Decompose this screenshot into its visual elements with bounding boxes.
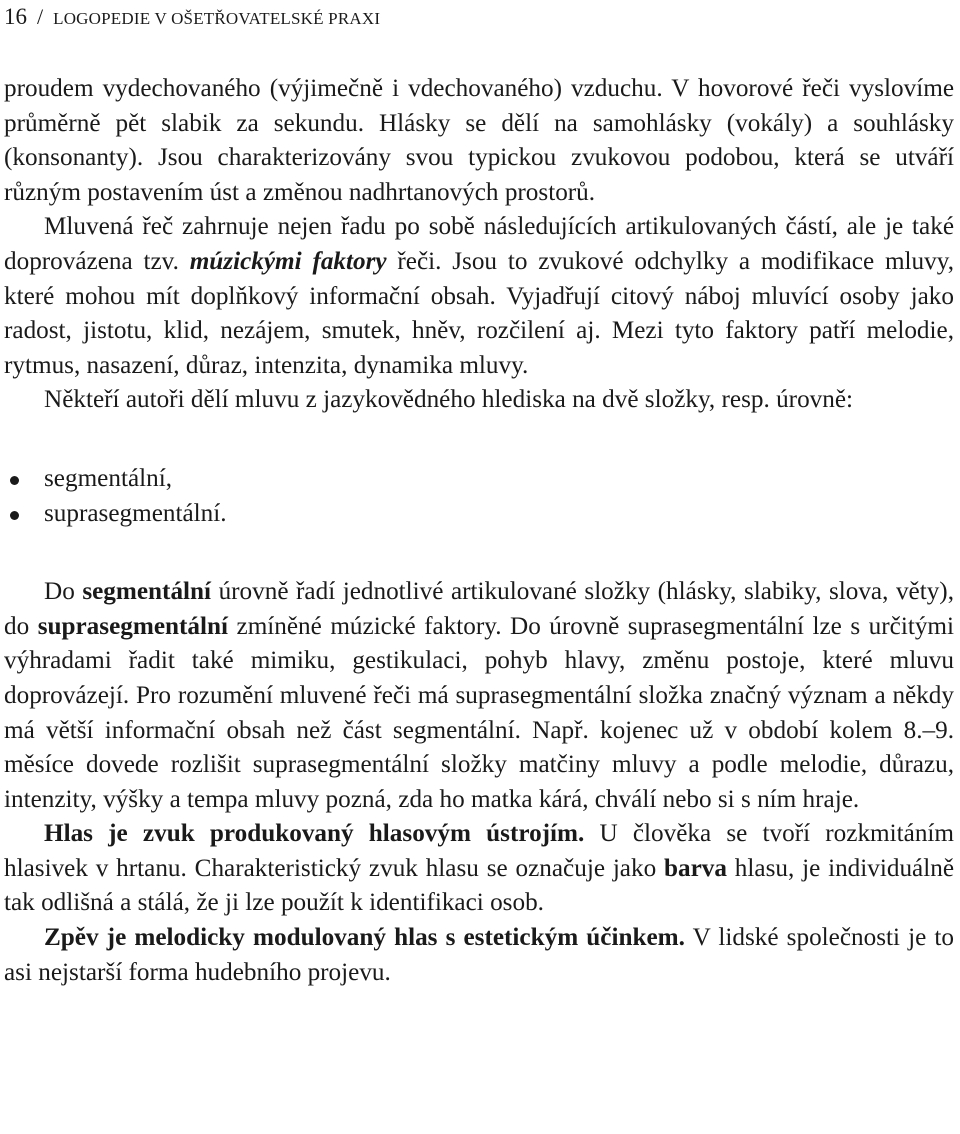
paragraph-3-text: Někteří autoři dělí mluvu z jazykovědného hlediska na dvě složky, resp. úrovně: — [44, 386, 854, 414]
paragraph-5-text-a: U člověka se tvoří rozkmitáním hlasivek v hrtanu. Charakteristický zvuk hlasu se označuje jako — [4, 820, 954, 882]
paragraph-4 — [4, 575, 954, 817]
paragraph-4-text-b: úrovně řadí jednotlivé artikulované složky (hlásky, slabiky, slova, věty), do — [4, 578, 954, 640]
page-number: 16 — [4, 4, 27, 29]
list-item — [4, 462, 954, 497]
list-item — [4, 497, 954, 532]
paragraph-6-text: V lidské společnosti je to asi nejstarší forma hudebního projevu. — [4, 924, 954, 986]
term-suprasegmentalni: suprasegmentální — [37, 612, 229, 640]
paragraph-2 — [4, 210, 954, 383]
paragraph-6 — [4, 921, 954, 990]
book-title: LOGOPEDIE V OŠETŘOVATELSKÉ PRAXI — [53, 9, 381, 28]
paragraph-2-text-b: řeči. Jsou to zvukové odchylky a modifikace mluvy, které mohou mít doplňkový informační obsah. Vyjadřují citový náboj mluvící osoby jako radost, jistotu, klid, nezájem, smutek, hněv, rozčilení aj. Mezi tyto faktory patří melodie, rytmus, nasazení, důraz, intenzita, dynamika mluvy. — [4, 247, 954, 379]
paragraph-5 — [4, 817, 954, 921]
paragraph-1 — [4, 72, 954, 210]
list-item-label: suprasegmentální. — [44, 499, 227, 527]
paragraph-4-text-c: zmíněné múzické faktory. Do úrovně suprasegmentální lze s určitými výhradami řadit také mimiku, gestikulaci, pohyb hlavy, změnu postoje, které mluvu doprovázejí. Pro rozumění mluvené řeči má suprasegmentální složka značný význam a někdy má větší informační obsah než část segmentální. Např. kojenec už v období kolem 8.–9. měsíce dovede rozlišit suprasegmentální složky matčiny mluvy a podle melodie, důrazu, intenzity, výšky a tempa mluvy pozná, zda ho matka kárá, chválí nebo si s ním hraje. — [4, 612, 954, 813]
running-header — [4, 4, 380, 32]
paragraph-1-text: proudem vydechovaného (výjimečně i vdechovaného) vzduchu. V hovorové řeči vyslovíme průměrně pět slabik za sekundu. Hlásky se dělí na samohlásky (vokály) a souhlásky (konsonanty). Jsou charakterizovány svou typickou zvukovou podobou, která se utváří různým postavením úst a změnou nadhrtanových prostorů. — [4, 75, 954, 206]
page-body — [4, 72, 954, 990]
paragraph-3 — [4, 383, 954, 418]
paragraph-4-text-a: Do — [44, 578, 83, 606]
definition-zpev: Zpěv je melodicky modulovaný hlas s estetickým účinkem. — [44, 924, 685, 952]
paragraph-5-text-b: hlasu, je individuálně tak odlišná a stálá, že ji lze použít k identifikaci osob. — [4, 854, 955, 917]
definition-hlas: Hlas je zvuk produkovaný hlasovým ústrojím. — [44, 820, 585, 848]
bullet-icon — [10, 511, 19, 520]
header-separator: / — [37, 4, 44, 29]
term-barva: barva — [664, 854, 727, 882]
term-segmentalni: segmentální — [82, 578, 212, 606]
term-muzicke-faktory: múzickými faktory — [189, 247, 387, 275]
bullet-icon — [10, 476, 19, 485]
level-list — [4, 462, 954, 531]
list-item-label: segmentální, — [44, 464, 173, 492]
paragraph-2-text-a: Mluvená řeč zahrnuje nejen řadu po sobě následujících artikulovaných částí, ale je také doprovázena tzv. — [4, 213, 954, 275]
